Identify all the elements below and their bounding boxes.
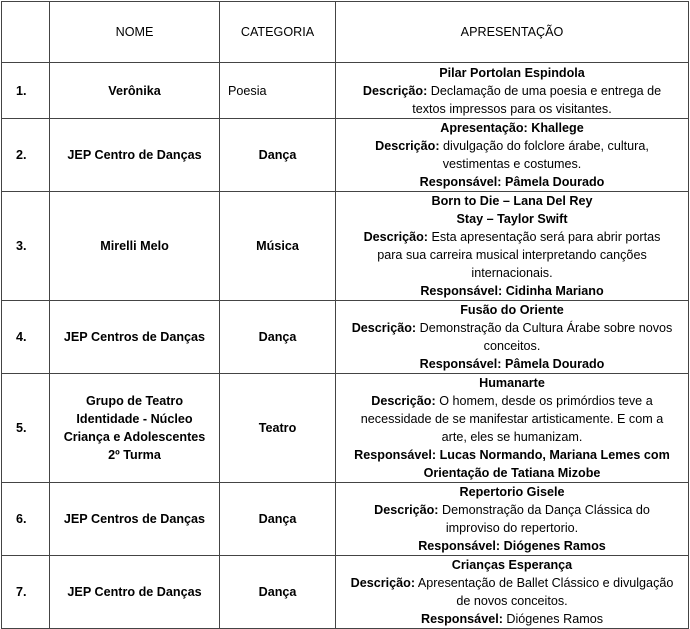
desc-label: Descrição: <box>363 230 428 244</box>
row-nome: JEP Centros de Danças <box>50 301 220 374</box>
row-nome <box>50 374 220 483</box>
resp-label: Responsável: <box>420 284 503 298</box>
desc-label: Descrição: <box>375 139 440 153</box>
resp-label: Responsável: <box>419 357 502 371</box>
desc-label: Descrição: <box>350 576 416 590</box>
table-row <box>2 192 689 301</box>
presentation-title: Humanarte <box>479 376 545 390</box>
row-number: 5. <box>2 374 50 483</box>
desc-label: Descrição: <box>351 321 417 335</box>
row-categoria: Música <box>220 192 336 301</box>
desc-text: improviso do repertorio. <box>445 521 579 535</box>
row-number: 6. <box>2 483 50 556</box>
header-apresentacao: APRESENTAÇÃO <box>336 2 689 63</box>
row-number: 1. <box>2 63 50 119</box>
desc-label: Descrição: <box>374 503 439 517</box>
desc-text: para sua carreira musical interpretando canções <box>377 248 647 262</box>
row-number: 7. <box>2 556 50 629</box>
presentation-title: Fusão do Oriente <box>460 303 564 317</box>
row-apresentacao <box>336 192 689 301</box>
presentation-title: Crianças Esperança <box>451 558 573 572</box>
desc-text: conceitos. <box>483 339 541 353</box>
nome-line: Identidade - Núcleo <box>76 412 193 426</box>
desc-text: Esta apresentação será para abrir portas <box>431 230 661 244</box>
row-nome: Verônika <box>50 63 220 119</box>
desc-text: Apresentação de Ballet Clássico e divulgação <box>417 576 674 590</box>
resp-value: Pâmela Dourado <box>505 357 605 371</box>
desc-label: Descrição: <box>371 394 436 408</box>
table-row <box>2 374 689 483</box>
desc-text: textos impressos para os visitantes. <box>412 101 612 116</box>
resp-value: Cidinha Mariano <box>505 284 604 298</box>
resp-label: Responsável: <box>354 448 437 462</box>
desc-text: internacionais. <box>471 266 553 280</box>
header-nome: NOME <box>50 2 220 63</box>
desc-label: Descrição: <box>362 83 428 98</box>
table-row <box>2 119 689 192</box>
desc-text: vestimentas e costumes. <box>442 157 582 171</box>
table-row <box>2 63 689 119</box>
row-apresentacao <box>336 301 689 374</box>
row-apresentacao <box>336 63 689 119</box>
resp-value: Lucas Normando, Mariana Lemes com <box>439 448 670 462</box>
presentation-title: Apresentação: Khallege <box>440 121 584 135</box>
resp-value: Diógenes Ramos <box>506 612 603 626</box>
row-nome: Mirelli Melo <box>50 192 220 301</box>
resp-label: Responsável: <box>421 612 503 626</box>
table-row <box>2 301 689 374</box>
desc-text: necessidade de se manifestar artisticamente. E com a <box>360 412 664 426</box>
row-categoria: Dança <box>220 301 336 374</box>
resp-value: Pâmela Dourado <box>505 175 605 189</box>
resp-label: Responsável: <box>419 175 502 189</box>
resp-label: Responsável: <box>418 539 501 553</box>
desc-text: arte, eles se humanizam. <box>441 430 583 444</box>
desc-text: divulgação do folclore árabe, cultura, <box>443 139 649 153</box>
nome-line: Criança e Adolescentes <box>63 430 206 444</box>
row-nome: JEP Centros de Danças <box>50 483 220 556</box>
desc-text: Demonstração da Cultura Árabe sobre novos <box>419 321 673 335</box>
presentation-title: Born to Die – Lana Del Rey <box>431 194 593 208</box>
resp-value: Diógenes Ramos <box>503 539 606 553</box>
row-categoria: Dança <box>220 556 336 629</box>
row-categoria: Dança <box>220 119 336 192</box>
header-categoria: CATEGORIA <box>220 2 336 63</box>
desc-text: Declamação de uma poesia e entrega de <box>430 83 662 98</box>
presentation-title: Stay – Taylor Swift <box>456 212 568 226</box>
desc-text: de novos conceitos. <box>456 594 568 608</box>
row-number: 4. <box>2 301 50 374</box>
header-row <box>2 2 689 63</box>
row-apresentacao <box>336 374 689 483</box>
desc-text: O homem, desde os primórdios teve a <box>439 394 653 408</box>
schedule-table <box>1 1 689 629</box>
row-categoria: Dança <box>220 483 336 556</box>
row-nome: JEP Centro de Danças <box>50 556 220 629</box>
resp-value: Orientação de Tatiana Mizobe <box>423 466 601 480</box>
row-apresentacao <box>336 119 689 192</box>
row-apresentacao <box>336 483 689 556</box>
row-nome: JEP Centro de Danças <box>50 119 220 192</box>
row-categoria: Teatro <box>220 374 336 483</box>
table-row <box>2 483 689 556</box>
header-num <box>2 2 50 63</box>
row-apresentacao <box>336 556 689 629</box>
presentation-title: Pilar Portolan Espindola <box>439 65 585 80</box>
row-categoria: Poesia <box>220 63 336 119</box>
table-row <box>2 556 689 629</box>
nome-line: 2º Turma <box>108 448 161 462</box>
presentation-title: Repertorio Gisele <box>459 485 565 499</box>
row-number: 3. <box>2 192 50 301</box>
row-number: 2. <box>2 119 50 192</box>
nome-line: Grupo de Teatro <box>85 394 184 408</box>
desc-text: Demonstração da Dança Clássica do <box>442 503 650 517</box>
